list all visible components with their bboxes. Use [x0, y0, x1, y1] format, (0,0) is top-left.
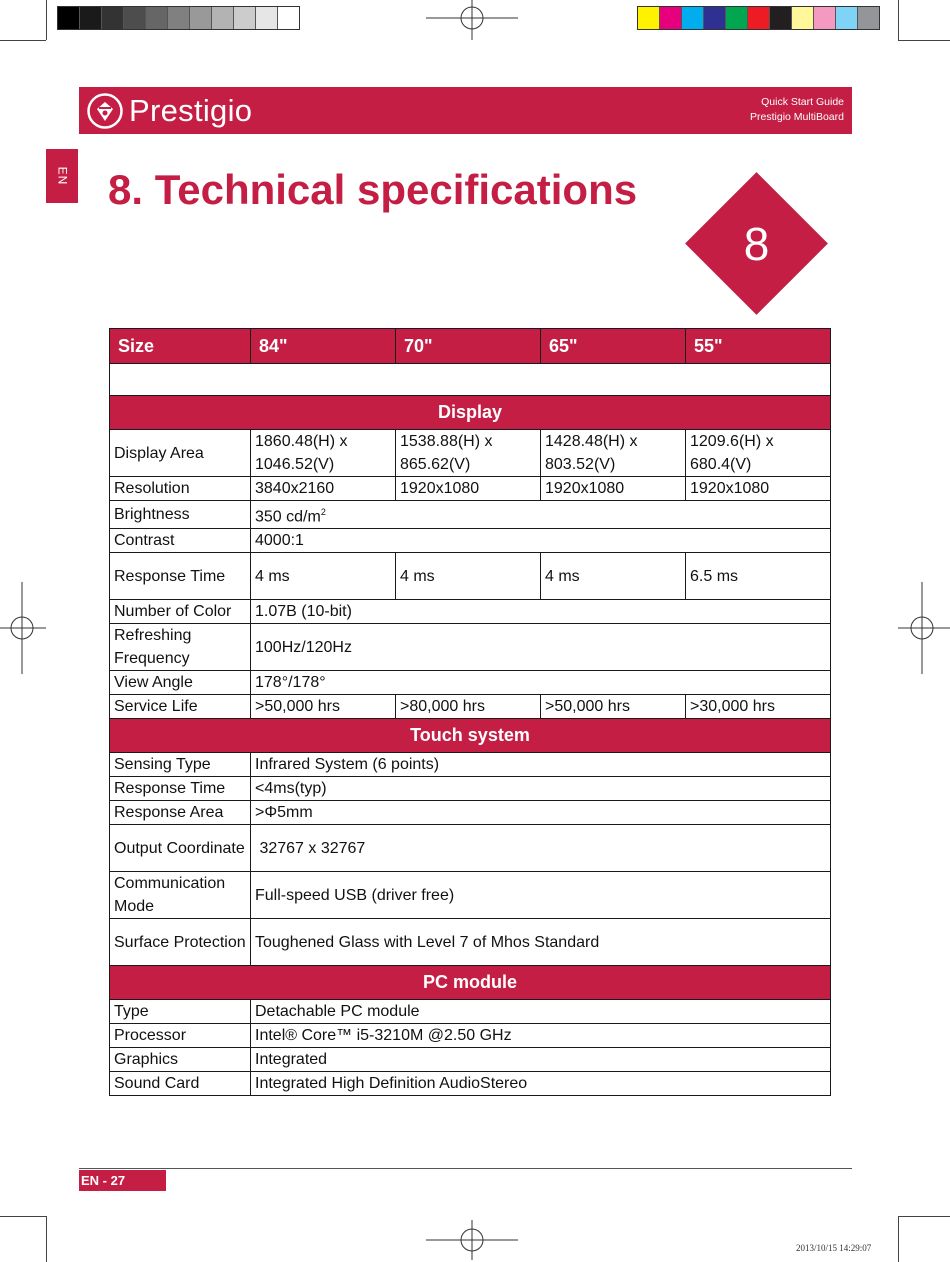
cell-value: 1209.6(H) x 680.4(V) [686, 430, 831, 477]
table-row [110, 624, 831, 671]
chapter-number: 8 [743, 217, 770, 270]
cell-value: >50,000 hrs [251, 695, 396, 719]
row-label: Brightness [110, 501, 251, 529]
color-swatch [58, 7, 80, 29]
cell-value: 1860.48(H) x 1046.52(V) [251, 430, 396, 477]
header-guide-info [750, 95, 844, 125]
color-swatch [858, 7, 879, 29]
color-swatch [814, 7, 836, 29]
row-label: Surface Protection [110, 919, 251, 966]
header-cell: 65" [541, 329, 686, 364]
color-swatch [124, 7, 146, 29]
crop-mark [46, 0, 47, 40]
language-tab [46, 149, 78, 203]
table-row [110, 477, 831, 501]
cell-value: 1920x1080 [686, 477, 831, 501]
row-label: Resolution [110, 477, 251, 501]
cell-value: >80,000 hrs [396, 695, 541, 719]
table-row [110, 753, 831, 777]
cell-value: 4 ms [251, 553, 396, 600]
color-swatch [748, 7, 770, 29]
color-swatch [682, 7, 704, 29]
section-header-pc [110, 966, 831, 1000]
color-swatch [256, 7, 278, 29]
cell-value: 1920x1080 [396, 477, 541, 501]
color-swatch [704, 7, 726, 29]
header-cell: 70" [396, 329, 541, 364]
row-label: Response Time [110, 553, 251, 600]
superscript: 2 [320, 507, 326, 517]
specifications-table [109, 328, 831, 1096]
cell-value: Infrared System (6 points) [251, 753, 831, 777]
color-swatch [660, 7, 682, 29]
header-band [79, 87, 852, 134]
table-row [110, 919, 831, 966]
header-cell: Size [110, 329, 251, 364]
crop-mark [898, 0, 899, 40]
table-row [110, 872, 831, 919]
cell-value: 6.5 ms [686, 553, 831, 600]
row-label: Display Area [110, 430, 251, 477]
cell-value: >30,000 hrs [686, 695, 831, 719]
cell-value: 32767 x 32767 [251, 825, 831, 872]
row-label: Sound Card [110, 1072, 251, 1096]
table-row [110, 501, 831, 529]
table-row [110, 430, 831, 477]
registration-target-icon [0, 582, 46, 674]
cell-value: Intel® Core™ i5-3210M @2.50 GHz [251, 1024, 831, 1048]
header-cell: 84" [251, 329, 396, 364]
color-swatch [836, 7, 858, 29]
footer-divider [79, 1168, 852, 1169]
color-swatch [190, 7, 212, 29]
row-label: View Angle [110, 671, 251, 695]
color-swatch [638, 7, 660, 29]
color-swatch [792, 7, 814, 29]
language-label: EN [54, 166, 69, 186]
cell-value: 1.07B (10-bit) [251, 600, 831, 624]
crop-mark [898, 40, 950, 41]
print-timestamp: 2013/10/15 14:29:07 [796, 1243, 872, 1253]
cell-value: Toughened Glass with Level 7 of Mhos Standard [251, 919, 831, 966]
cell-value: 4 ms [396, 553, 541, 600]
cell-value: <4ms(typ) [251, 777, 831, 801]
row-label: Communication Mode [110, 872, 251, 919]
section-title: PC module [110, 966, 831, 1000]
row-label: Processor [110, 1024, 251, 1048]
grayscale-color-bar [57, 6, 300, 30]
row-label: Sensing Type [110, 753, 251, 777]
row-label: Number of Color [110, 600, 251, 624]
registration-target-icon [426, 1220, 518, 1260]
row-label: Graphics [110, 1048, 251, 1072]
row-label: Contrast [110, 529, 251, 553]
page-number-tab [79, 1170, 166, 1191]
cell-value: Integrated [251, 1048, 831, 1072]
page-title: 8. Technical specifications [108, 166, 638, 213]
crop-mark [898, 1216, 899, 1262]
cell-value: 4000:1 [251, 529, 831, 553]
cell-value: 3840x2160 [251, 477, 396, 501]
page-number: EN - 27 [81, 1173, 126, 1188]
cell-value: 1428.48(H) x 803.52(V) [541, 430, 686, 477]
row-label: Response Area [110, 801, 251, 825]
crop-mark [46, 1216, 47, 1262]
row-label: Type [110, 1000, 251, 1024]
table-row [110, 777, 831, 801]
table-row [110, 1024, 831, 1048]
spacer-row [110, 364, 831, 396]
table-row [110, 801, 831, 825]
spacer-cell [110, 364, 831, 396]
cell-value: Integrated High Definition AudioStereo [251, 1072, 831, 1096]
color-swatch [146, 7, 168, 29]
color-swatch [726, 7, 748, 29]
registration-target-icon [898, 582, 950, 674]
brightness-value: 350 cd/m [255, 508, 321, 526]
cell-value: 1538.88(H) x 865.62(V) [396, 430, 541, 477]
crop-mark [0, 40, 46, 41]
section-title: Touch system [110, 719, 831, 753]
row-label: Output Coordinate [110, 825, 251, 872]
cmyk-color-bar [637, 6, 880, 30]
table-row [110, 553, 831, 600]
table-row [110, 600, 831, 624]
cell-value: 4 ms [541, 553, 686, 600]
table-row [110, 671, 831, 695]
cell-value: 100Hz/120Hz [251, 624, 831, 671]
cell-value: >Φ5mm [251, 801, 831, 825]
cell-value: Full-speed USB (driver free) [251, 872, 831, 919]
guide-title: Quick Start Guide [761, 96, 844, 108]
cell-value: >50,000 hrs [541, 695, 686, 719]
section-header-touch [110, 719, 831, 753]
section-header-display [110, 396, 831, 430]
table-row [110, 529, 831, 553]
registration-target-icon [426, 0, 518, 40]
cell-value [251, 501, 831, 529]
color-swatch [80, 7, 102, 29]
crop-mark [898, 1216, 950, 1217]
prestigio-crest-icon [87, 93, 123, 129]
table-row [110, 1000, 831, 1024]
logo-wordmark: Prestigio [129, 93, 253, 128]
section-title: Display [110, 396, 831, 430]
row-label: Refreshing Frequency [110, 624, 251, 671]
table-row [110, 825, 831, 872]
cell-value: 178°/178° [251, 671, 831, 695]
cell-value: 1920x1080 [541, 477, 686, 501]
prestigio-logo [87, 93, 252, 129]
color-swatch [770, 7, 792, 29]
color-swatch [168, 7, 190, 29]
header-cell: 55" [686, 329, 831, 364]
row-label: Service Life [110, 695, 251, 719]
table-header-row [110, 329, 831, 364]
crop-mark [0, 1216, 46, 1217]
color-swatch [234, 7, 256, 29]
color-swatch [102, 7, 124, 29]
table-row [110, 695, 831, 719]
color-swatch [212, 7, 234, 29]
table-row [110, 1072, 831, 1096]
product-name: Prestigio MultiBoard [750, 111, 844, 123]
table-row [110, 1048, 831, 1072]
cell-value: Detachable PC module [251, 1000, 831, 1024]
row-label: Response Time [110, 777, 251, 801]
color-swatch [278, 7, 299, 29]
